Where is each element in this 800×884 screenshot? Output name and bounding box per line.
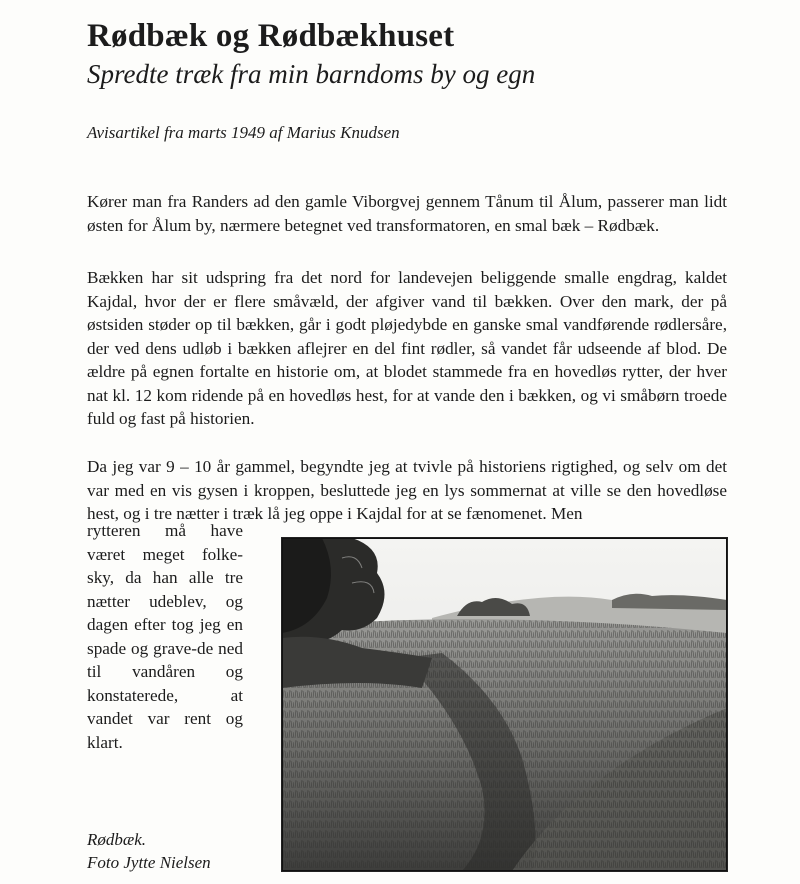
paragraph-continuation: rytteren må have været meget folke-sky, da han alle tre nætter udeblev, og dagen efter tog jeg en spade og grave-de ned til vandåren og konstaterede, at vandet var rent og klart. xyxy=(87,521,243,752)
landscape-photo xyxy=(281,537,728,872)
article-subtitle: Spredte træk fra min barndoms by og egn xyxy=(87,59,536,89)
article-title: Rødbæk og Rødbækhuset xyxy=(87,18,455,54)
landscape-photo-illustration xyxy=(282,538,727,871)
paragraph-1: Kører man fra Randers ad den gamle Viborgvej gennem Tånum til Ålum, passerer man lidt østen for Ålum by, nærmere betegnet ved transformatoren, en smal bæk – Rødbæk. xyxy=(87,192,727,235)
article-byline: Avisartikel fra marts 1949 af Marius Knudsen xyxy=(87,123,400,142)
paragraph-3: Da jeg var 9 – 10 år gammel, begyndte jeg at tvivle på historiens rigtighed, og selv om det var med en vis gysen i kroppen, besluttede jeg en lys sommernat at ville se den hovedløse hest, og i tre nætter i træk lå jeg oppe i Kajdal for at se fænomenet. Men xyxy=(87,457,727,523)
photo-caption-credit: Foto Jytte Nielsen xyxy=(87,853,211,872)
photo-caption xyxy=(87,828,211,874)
paragraph-2: Bækken har sit udspring fra det nord for landevejen beliggende smalle engdrag, kaldet Kajdal, hvor der er flere småvæld, der afgiver vand til bækken. Over den mark, der på østsiden støder op til bækken, går i godt pløjedybde en ganske smal vandførende rødlersåre, der ved dens udløb i bækken aflejrer en del fint rødler, så vandet får udseende af blod. De ældre på egnen fortalte en historie om, at blodet stammede fra en hovedløs rytter, der hver nat kl. 12 kom ridende på en hovedløs hest, for at vande den i bækken, og vi småbørn troede fuld og fast på historien. xyxy=(87,268,727,428)
photo-caption-title: Rødbæk. xyxy=(87,830,147,849)
